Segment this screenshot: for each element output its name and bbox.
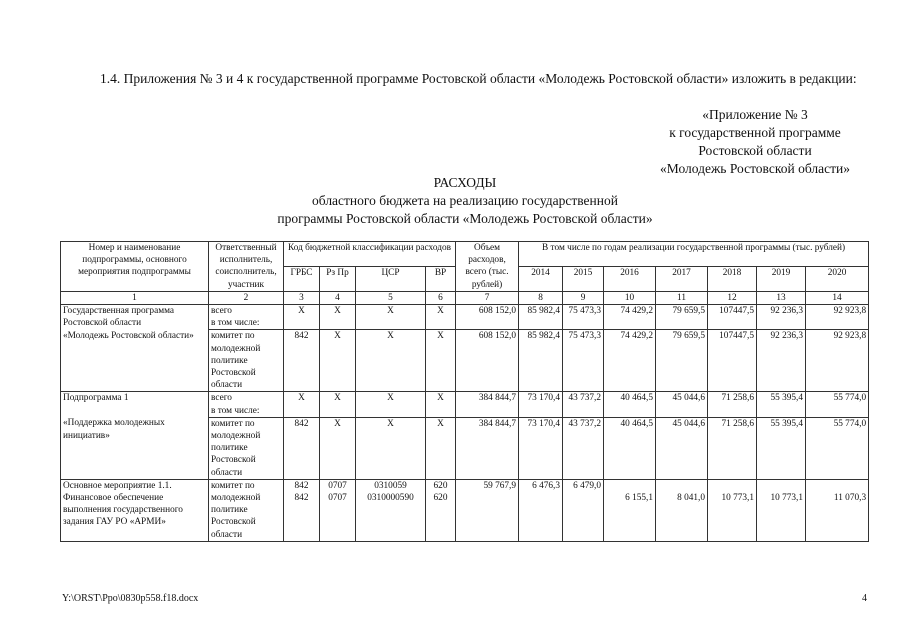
- cell-vr: X: [426, 417, 456, 479]
- column-number: 3: [284, 291, 320, 304]
- cell-2019: [757, 479, 806, 541]
- column-number: 1: [61, 291, 209, 304]
- appendix-line-2: к государственной программе: [669, 125, 841, 140]
- cell-2014: 73 170,4: [519, 392, 563, 417]
- cell-2016: 40 464,5: [604, 417, 656, 479]
- table-row: [61, 305, 869, 330]
- cell-2016: [604, 479, 656, 541]
- cell-2019: 92 236,3: [757, 305, 806, 330]
- cell-2017: [656, 479, 708, 541]
- header-year-2015: 2015: [563, 266, 604, 291]
- subprogram-exec-total: [209, 392, 284, 417]
- subprogram-name-part-b: «Поддержка молодежных инициатив»: [61, 417, 209, 479]
- cell-2017: 45 044,6: [656, 392, 708, 417]
- cell-2020: 55 774,0: [806, 392, 869, 417]
- header-years-group: В том числе по годам реализации государственной программы (тыс. рублей): [519, 242, 869, 267]
- column-number: 14: [806, 291, 869, 304]
- cell-2018: 107447,5: [708, 305, 757, 330]
- cell-2017: 45 044,6: [656, 417, 708, 479]
- header-year-2018: 2018: [708, 266, 757, 291]
- header-year-2014: 2014: [519, 266, 563, 291]
- cell-2014: 85 982,4: [519, 330, 563, 392]
- cell-csr: X: [356, 330, 426, 392]
- cell-2019: 55 395,4: [757, 417, 806, 479]
- csr-value: 0310000590: [367, 493, 414, 504]
- header-total: Объем расходов, всего (тыс. рублей): [456, 242, 519, 292]
- program-name-part-a: Государственная программа Ростовской области: [61, 305, 209, 330]
- cell-2020: 92 923,8: [806, 305, 869, 330]
- activity-name: Основное мероприятие 1.1. Финансовое обеспечение выполнения государственного задания ГАУ РО «АРМИ»: [61, 479, 209, 541]
- header-year-2017: 2017: [656, 266, 708, 291]
- cell-vr: X: [426, 392, 456, 417]
- cell-vr: X: [426, 305, 456, 330]
- column-number: 5: [356, 291, 426, 304]
- appendix-line-3: Ростовской области: [698, 143, 812, 158]
- column-number: 10: [604, 291, 656, 304]
- value-2016: 6 155,1: [625, 493, 654, 504]
- cell-2018: 71 258,6: [708, 417, 757, 479]
- header-year-2019: 2019: [757, 266, 806, 291]
- program-name-part-b: «Молодежь Ростовской области»: [61, 330, 209, 392]
- exec-total-label: всего: [211, 393, 232, 404]
- column-number: 11: [656, 291, 708, 304]
- cell-2014: 73 170,4: [519, 417, 563, 479]
- document-heading: [200, 174, 730, 228]
- cell-2018: [708, 479, 757, 541]
- column-number: 6: [426, 291, 456, 304]
- value-2018: 10 773,1: [721, 493, 755, 504]
- cell-grbs: 842: [284, 417, 320, 479]
- csr-value: 0310059: [374, 480, 407, 491]
- page-number: 4: [862, 593, 867, 604]
- appendix-line-1: «Приложение № 3: [702, 107, 808, 122]
- value-2019: 10 773,1: [770, 493, 804, 504]
- column-number: 4: [320, 291, 356, 304]
- heading-line-3: программы Ростовской области «Молодежь Ростовской области»: [277, 211, 653, 226]
- cell-total: 59 767,9: [456, 479, 519, 541]
- cell-2016: 74 429,2: [604, 305, 656, 330]
- cell-csr: [356, 479, 426, 541]
- column-number: 7: [456, 291, 519, 304]
- cell-2014: 6 476,3: [519, 479, 563, 541]
- cell-rzpr: X: [320, 330, 356, 392]
- column-number: 8: [519, 291, 563, 304]
- cell-2020: 92 923,8: [806, 330, 869, 392]
- cell-grbs: [284, 479, 320, 541]
- value-2017: 8 041,0: [677, 493, 706, 504]
- header-row-1: [61, 242, 869, 267]
- program-exec-member: комитет по молодежной политике Ростовской области: [209, 330, 284, 392]
- subprogram-exec-member: комитет по молодежной политике Ростовской области: [209, 417, 284, 479]
- column-number: 13: [757, 291, 806, 304]
- table-row: [61, 330, 869, 392]
- cell-total: 608 152,0: [456, 330, 519, 392]
- cell-vr: X: [426, 330, 456, 392]
- column-number: 2: [209, 291, 284, 304]
- cell-csr: X: [356, 392, 426, 417]
- exec-total-sublabel: в том числе:: [211, 318, 260, 329]
- cell-2020: [806, 479, 869, 541]
- cell-2020: 55 774,0: [806, 417, 869, 479]
- table-row: [61, 417, 869, 479]
- heading-title: РАСХОДЫ: [433, 175, 497, 190]
- grbs-value: 842: [294, 493, 309, 504]
- column-number-row: [61, 291, 869, 304]
- cell-2015: 75 473,3: [563, 330, 604, 392]
- cell-total: 608 152,0: [456, 305, 519, 330]
- rzpr-value: 0707: [328, 493, 347, 504]
- appendix-caption: [630, 106, 880, 178]
- header-rzpr: Рз Пр: [320, 266, 356, 291]
- cell-rzpr: X: [320, 417, 356, 479]
- intro-paragraph: 1.4. Приложения № 3 и 4 к государственной программе Ростовской области «Молодежь Ростовской области» изложить в редакции:: [100, 71, 857, 86]
- budget-table: [60, 241, 869, 542]
- cell-grbs: 842: [284, 330, 320, 392]
- cell-2015: 43 737,2: [563, 392, 604, 417]
- header-code-group: Код бюджетной классификации расходов: [284, 242, 456, 267]
- cell-2015: 43 737,2: [563, 417, 604, 479]
- cell-grbs: X: [284, 392, 320, 417]
- exec-total-sublabel: в том числе:: [211, 405, 260, 416]
- grbs-value: 842: [294, 480, 309, 491]
- cell-vr: [426, 479, 456, 541]
- cell-2018: 71 258,6: [708, 392, 757, 417]
- cell-2019: 55 395,4: [757, 392, 806, 417]
- vr-value: 620: [433, 480, 448, 491]
- program-exec-total: [209, 305, 284, 330]
- activity-exec: комитет по молодежной политике Ростовской области: [209, 479, 284, 541]
- cell-csr: X: [356, 417, 426, 479]
- column-number: 9: [563, 291, 604, 304]
- cell-2015: 6 479,0: [563, 479, 604, 541]
- table-row: [61, 479, 869, 541]
- cell-rzpr: [320, 479, 356, 541]
- exec-total-label: всего: [211, 306, 232, 317]
- value-2020: 11 070,3: [833, 493, 867, 504]
- header-csr: ЦСР: [356, 266, 426, 291]
- cell-2016: 74 429,2: [604, 330, 656, 392]
- cell-2016: 40 464,5: [604, 392, 656, 417]
- header-executor: Ответственный исполнитель, соисполнитель, участник: [209, 242, 284, 292]
- header-year-2020: 2020: [806, 266, 869, 291]
- cell-2018: 107447,5: [708, 330, 757, 392]
- cell-total: 384 844,7: [456, 417, 519, 479]
- cell-2017: 79 659,5: [656, 330, 708, 392]
- appendix-line-4: «Молодежь Ростовской области»: [660, 161, 850, 176]
- cell-2015: 75 473,3: [563, 305, 604, 330]
- subprogram-name-part-a: Подпрограмма 1: [61, 392, 209, 417]
- table-row: [61, 392, 869, 417]
- cell-rzpr: X: [320, 392, 356, 417]
- vr-value: 620: [433, 493, 448, 504]
- cell-rzpr: X: [320, 305, 356, 330]
- rzpr-value: 0707: [328, 480, 347, 491]
- cell-grbs: X: [284, 305, 320, 330]
- header-vr: ВР: [426, 266, 456, 291]
- header-name: Номер и наименование подпрограммы, основного мероприятия подпрограммы: [61, 242, 209, 292]
- cell-total: 384 844,7: [456, 392, 519, 417]
- footer-file-path: Y:\ORST\Ppo\0830p558.f18.docx: [62, 593, 199, 604]
- heading-line-2: областного бюджета на реализацию государственной: [312, 193, 618, 208]
- cell-csr: X: [356, 305, 426, 330]
- header-year-2016: 2016: [604, 266, 656, 291]
- cell-2014: 85 982,4: [519, 305, 563, 330]
- column-number: 12: [708, 291, 757, 304]
- header-grbs: ГРБС: [284, 266, 320, 291]
- cell-2017: 79 659,5: [656, 305, 708, 330]
- cell-2019: 92 236,3: [757, 330, 806, 392]
